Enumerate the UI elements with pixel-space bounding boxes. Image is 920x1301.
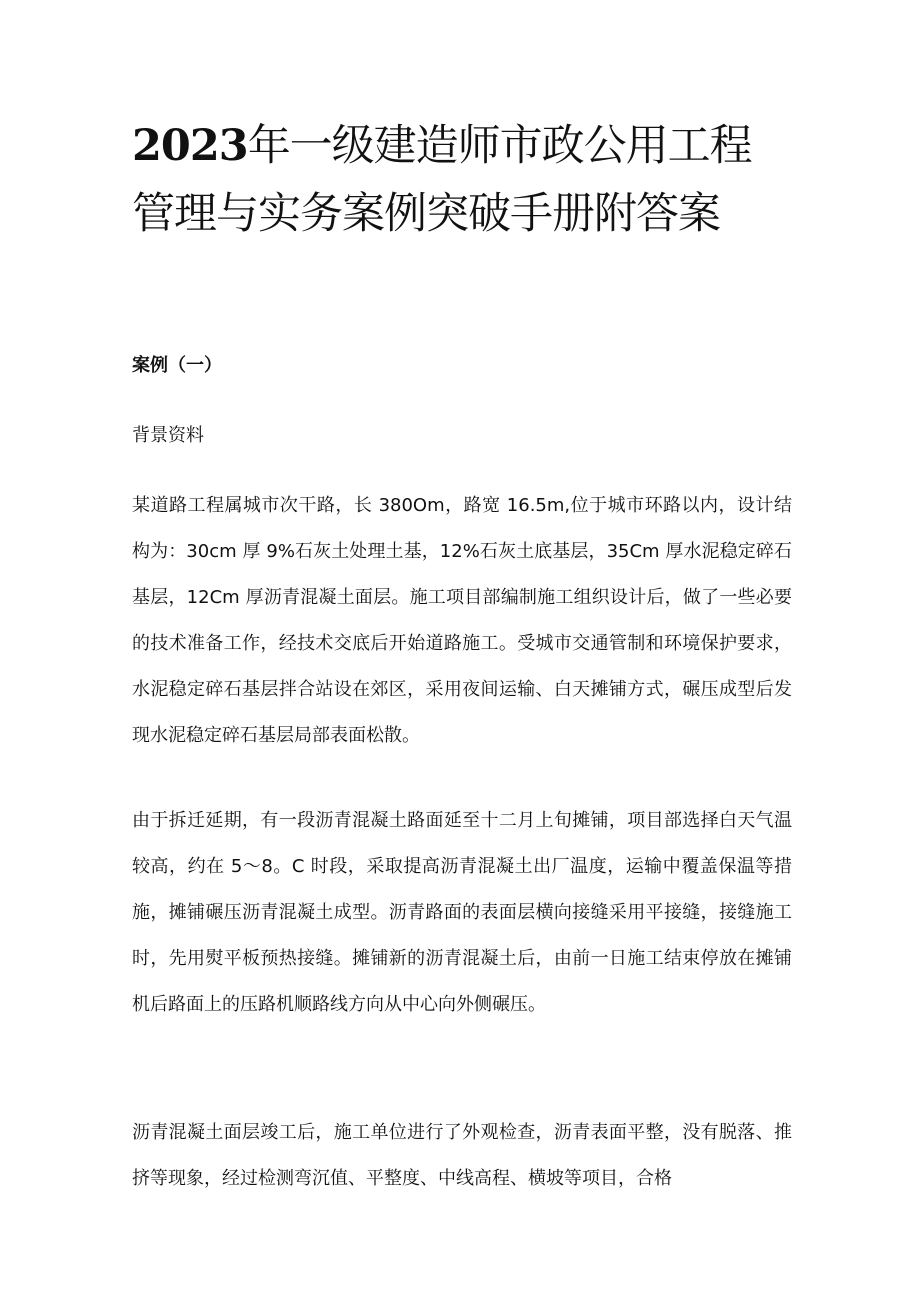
title-text: 年一级建造师市政公用工程管理与实务案例突破手册附答案 <box>132 121 752 239</box>
case-heading: 案例（一） <box>132 355 222 376</box>
background-heading: 背景资料 <box>132 425 204 446</box>
title-year: 2023 <box>132 121 248 171</box>
paragraph-3: 沥青混凝土面层竣工后，施工单位进行了外观检查，沥青表面平整，没有脱落、推挤等现象，经过检测弯沉值、平整度、中线高程、横坡等项目，合格 <box>132 1122 792 1189</box>
document-title <box>132 112 792 248</box>
paragraph-1: 某道路工程属城市次干路，长 380Om，路宽 16.5m,位于城市环路以内，设计结构为：30cm 厚 9%石灰土处理土基，12%石灰土底基层，35Cm 厚水泥稳定碎石基层，12Cm 厚沥青混凝土面层。施工项目部编制施工组织设计后，做了一些必要的技术准备工作，经技术交底后开始道路施工。受城市交通管制和环境保护要求，水泥稳定碎石基层拌合站设在郊区，采用夜间运输、白天摊铺方式，碾压成型后发现水泥稳定碎石基层局部表面松散。 <box>132 495 792 746</box>
paragraph-2: 由于拆迁延期，有一段沥青混凝土路面延至十二月上旬摊铺，项目部选择白天气温较高，约在 5～8。C 时段，采取提高沥青混凝土出厂温度，运输中覆盖保温等措施，摊铺碾压沥青混凝土成型。沥青路面的表面层横向接缝采用平接缝，接缝施工时，先用熨平板预热接缝。摊铺新的沥青混凝土后，由前一日施工结束停放在摊铺机后路面上的压路机顺路线方向从中心向外侧碾压。 <box>132 810 792 1015</box>
